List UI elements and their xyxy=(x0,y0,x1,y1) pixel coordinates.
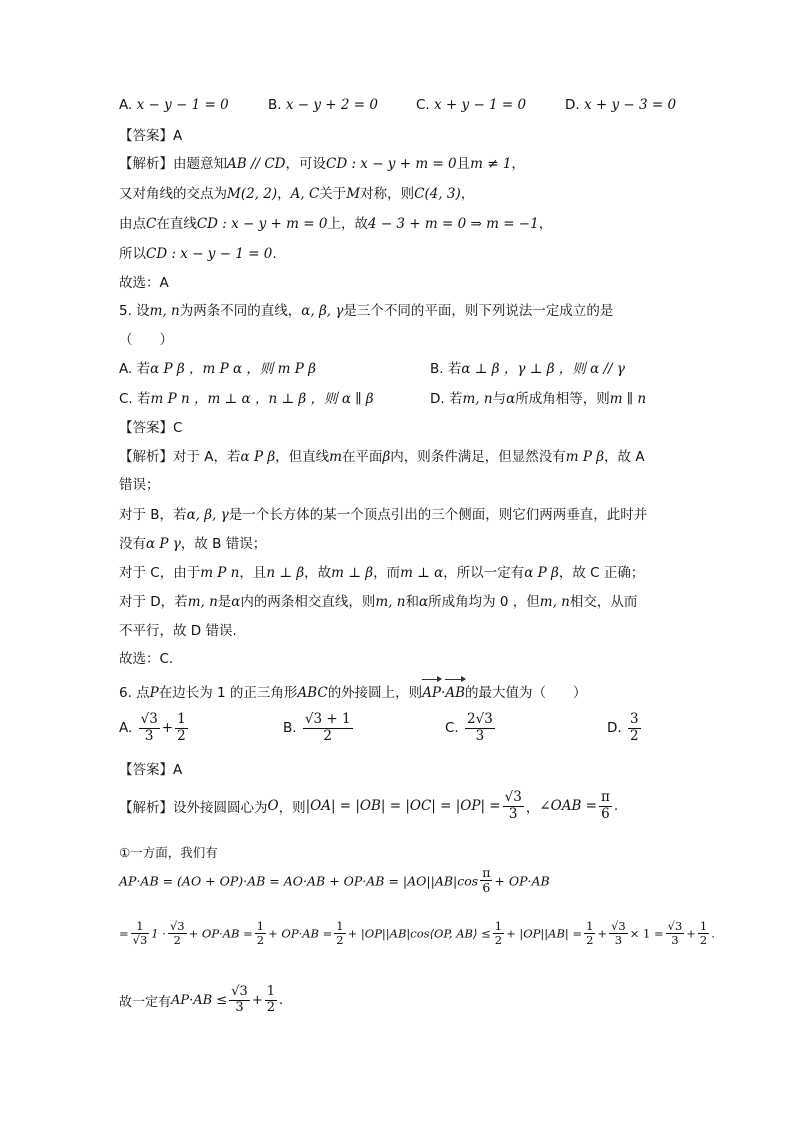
plus: + xyxy=(686,926,696,941)
text: 故一定有 xyxy=(119,994,172,1010)
q6-option-b xyxy=(283,712,355,744)
text: 的最大值为（ ） xyxy=(465,685,587,701)
denominator: 3 xyxy=(475,727,485,744)
text: 在平面 xyxy=(341,449,383,465)
math: m xyxy=(329,449,342,465)
vector-ap: AP xyxy=(422,677,441,703)
text: 内，则条件满足，但显然没有 xyxy=(390,449,566,465)
math: m, n xyxy=(187,594,218,610)
denominator: 2 xyxy=(494,933,503,948)
math: 4 − 3 + m = 0 ⇒ m = −1 xyxy=(367,216,539,232)
math: m ⊥ α xyxy=(400,565,444,581)
text: 上，故 xyxy=(327,216,368,232)
denominator: √3 xyxy=(132,933,148,948)
text: 是三个不同的平面，则下列说法一定成立的是 xyxy=(343,303,614,319)
numerator: √3 xyxy=(504,789,522,805)
math: P xyxy=(149,685,159,701)
math: n ⊥ β xyxy=(266,565,305,581)
math: O xyxy=(267,798,279,815)
math: β xyxy=(382,449,391,465)
denominator: 2 xyxy=(336,933,344,948)
q5-option-a xyxy=(119,359,316,379)
text: ，则 xyxy=(278,800,306,817)
math: C xyxy=(146,216,157,232)
math: A, C xyxy=(290,186,320,202)
fraction xyxy=(303,712,353,744)
text: 6. 点 xyxy=(119,685,150,701)
math: AP·AB = (AO + OP)·AB = AO·AB + OP·AB = |AO||AB|cos xyxy=(119,873,479,889)
text: 且 xyxy=(456,156,471,172)
text: 关于 xyxy=(319,186,347,202)
q5-analysis-b xyxy=(119,505,647,525)
denominator: 3 xyxy=(508,805,518,822)
fraction xyxy=(599,790,612,822)
text: ，且 xyxy=(239,565,267,581)
numerator: 1 xyxy=(266,984,275,999)
option-label: B. xyxy=(268,97,282,113)
text: 对于 B，若 xyxy=(119,507,187,523)
numerator: π xyxy=(600,789,610,805)
text: . xyxy=(613,798,619,815)
math: m P n xyxy=(200,565,240,581)
math: AP·AB ≤ xyxy=(171,992,228,1008)
option-label: D. xyxy=(607,720,622,737)
option-label: D. xyxy=(565,97,580,113)
analysis-head: 【解析】 xyxy=(119,449,173,465)
numerator: √3 xyxy=(231,984,248,999)
option-label: A. xyxy=(119,97,133,113)
math: M(2, 2) xyxy=(227,186,278,202)
option-expr: x − y − 1 = 0 xyxy=(136,97,229,113)
denominator: 2 xyxy=(323,727,332,744)
q4-analysis-line-3 xyxy=(119,214,552,234)
text: 为两条不同的直线， xyxy=(179,303,302,319)
analysis-head: 【解析】 xyxy=(119,156,173,172)
denominator: 2 xyxy=(586,933,594,948)
option-label: B. xyxy=(283,720,297,737)
text: 又对角线的交点为 xyxy=(119,186,227,202)
option-label: D. 若 xyxy=(430,391,463,407)
denominator: 6 xyxy=(482,880,491,896)
q6-option-c xyxy=(445,712,497,744)
math: m P n ，m ⊥ α ，n ⊥ β ，则 α ∥ β xyxy=(150,391,374,407)
math: + |OP||AB|cos⟨OP, AB⟩ ≤ xyxy=(347,926,491,941)
math: + |OP||AB| = xyxy=(506,926,583,941)
fraction xyxy=(131,920,150,947)
text: ，所以一定有 xyxy=(443,565,525,581)
fraction xyxy=(168,920,187,947)
math: α xyxy=(419,594,429,610)
math: α xyxy=(231,594,241,610)
q5-analysis-a-wrap: 错误； xyxy=(119,477,160,493)
math: CD : x − y + m = 0 xyxy=(326,156,457,172)
numerator: 1 xyxy=(586,919,594,933)
text: 的外接圆上，则 xyxy=(327,685,423,701)
fraction xyxy=(503,790,524,822)
denominator: 2 xyxy=(173,933,181,948)
text: 对于 C，由于 xyxy=(119,565,201,581)
numerator: 2√3 xyxy=(467,711,493,727)
math: × 1 = xyxy=(629,926,664,941)
text: ，而 xyxy=(373,565,401,581)
numerator: √3 xyxy=(140,711,158,727)
numerator: √3 xyxy=(169,919,185,933)
text: 在边长为 1 的正三角形 xyxy=(158,685,298,701)
q5-option-d xyxy=(430,389,646,409)
text: 相交，从而 xyxy=(569,594,638,610)
text: ，故 B 错误； xyxy=(180,536,267,552)
denominator: 2 xyxy=(699,933,708,948)
numerator: 1 xyxy=(177,711,186,727)
fraction xyxy=(465,712,495,744)
option-label: C. xyxy=(416,97,430,113)
math: m, n xyxy=(539,594,570,610)
text: . xyxy=(272,246,277,262)
numerator: 1 xyxy=(131,920,150,934)
numerator: 1 xyxy=(494,919,503,933)
q5-stem xyxy=(119,301,613,321)
q4-option-d xyxy=(565,95,676,115)
numerator: 1 xyxy=(699,919,708,933)
math: α ⊥ β ，γ ⊥ β ，则 α // γ xyxy=(461,361,625,377)
text: 5. 设 xyxy=(119,303,150,319)
math: m ≠ 1 xyxy=(470,156,512,172)
fraction xyxy=(609,920,628,947)
math: α, β, γ xyxy=(186,507,229,523)
text: 对称，则 xyxy=(360,186,415,202)
numerator: 1 xyxy=(256,919,265,933)
fraction xyxy=(175,712,188,744)
numerator: √3 xyxy=(667,919,683,933)
q5-option-c xyxy=(119,389,374,409)
math: 1 · xyxy=(151,926,166,941)
q4-option-c xyxy=(416,95,526,115)
text: ，可设 xyxy=(285,156,327,172)
period: . xyxy=(279,992,284,1008)
numerator: π xyxy=(482,865,491,880)
math: m, n xyxy=(375,594,406,610)
math: α P β xyxy=(240,449,276,465)
vector-ab: AB xyxy=(445,677,465,703)
math: m, n xyxy=(462,391,493,407)
q5-answer: 【答案】C xyxy=(119,420,183,436)
fraction xyxy=(493,920,504,947)
math: C(4, 3) xyxy=(414,186,461,202)
option-label: A. xyxy=(119,720,133,737)
text: 对于 A，若 xyxy=(173,449,241,465)
option-label: C. 若 xyxy=(119,391,151,407)
fraction xyxy=(666,920,685,947)
option-expr: x − y + 2 = 0 xyxy=(285,97,378,113)
denominator: 6 xyxy=(601,805,610,822)
q5-choose: 故选：C. xyxy=(119,651,174,667)
fraction xyxy=(229,985,250,1016)
fraction xyxy=(584,920,595,947)
math: ∠OAB = xyxy=(539,798,597,815)
numerator: √3 + 1 xyxy=(304,711,351,727)
q6-side-note: ①一方面，我们有 xyxy=(119,845,218,860)
fraction xyxy=(334,920,345,947)
analysis-head: 【解析】 xyxy=(119,800,173,817)
math: m P β xyxy=(565,449,605,465)
math: m ∥ n xyxy=(609,391,647,407)
q4-option-b xyxy=(268,95,378,115)
dot-operator: · xyxy=(441,685,446,701)
plus: + xyxy=(161,720,174,737)
text: 所成角相等，则 xyxy=(515,391,610,407)
q6-analysis-line-1 xyxy=(119,790,618,822)
q6-option-d xyxy=(607,712,643,744)
text: 是 xyxy=(217,594,232,610)
option-expr: x + y − 1 = 0 xyxy=(434,97,527,113)
math: M xyxy=(346,186,361,202)
math: α, β, γ xyxy=(301,303,344,319)
option-label: A. 若 xyxy=(119,361,151,377)
text: 是一个长方体的某一个顶点引出的三个侧面，则它们两两垂直，此时并 xyxy=(228,507,648,523)
denominator: 2 xyxy=(629,727,639,744)
denominator: 3 xyxy=(235,999,244,1015)
math: + OP·AB = xyxy=(188,926,253,941)
math: |OA| = |OB| = |OC| = |OP| = xyxy=(305,798,501,815)
fraction xyxy=(255,920,266,947)
text: ， xyxy=(460,186,475,202)
text: 由点 xyxy=(119,216,146,232)
q5-analysis-a xyxy=(119,447,645,467)
q6-equation-2 xyxy=(119,920,715,947)
denominator: 2 xyxy=(266,999,275,1015)
q4-analysis-line-4 xyxy=(119,244,277,264)
q6-conclusion xyxy=(119,985,283,1016)
numerator: 3 xyxy=(629,711,639,727)
numerator: √3 xyxy=(611,919,626,933)
q5-analysis-c xyxy=(119,563,644,583)
text: ， xyxy=(525,800,540,817)
text: 在直线 xyxy=(156,216,197,232)
text: 所以 xyxy=(119,246,146,262)
fraction xyxy=(628,712,641,744)
option-label: B. 若 xyxy=(430,361,462,377)
math: + OP·AB xyxy=(494,873,550,889)
text: ， xyxy=(511,156,525,172)
fraction xyxy=(480,866,492,896)
denominator: 2 xyxy=(256,933,265,948)
q4-analysis-line-1 xyxy=(119,154,525,174)
math: ABC xyxy=(297,685,328,701)
math: CD : x − y + m = 0 xyxy=(196,216,328,232)
text: 内的两条相交直线，则 xyxy=(240,594,376,610)
denominator: 3 xyxy=(614,933,623,948)
text: ，但直线 xyxy=(275,449,330,465)
q4-option-a xyxy=(119,95,229,115)
text: 没有 xyxy=(119,536,146,552)
q5-analysis-d-wrap: 不平行，故 D 错误. xyxy=(119,623,237,639)
plus: + xyxy=(597,926,608,941)
fraction xyxy=(698,920,709,947)
q4-analysis-line-2 xyxy=(119,184,474,204)
math: α P β ，m P α ，则 m P β xyxy=(150,361,316,377)
denominator: 3 xyxy=(144,727,154,744)
math: α xyxy=(506,391,516,407)
plus: + xyxy=(251,992,263,1008)
math: m ⊥ β xyxy=(331,565,374,581)
math: + OP·AB = xyxy=(268,926,333,941)
period: . xyxy=(711,926,715,941)
text: 所成角均为 0 ，但 xyxy=(428,594,540,610)
equals: = xyxy=(119,926,129,941)
q5-paren: （ ） xyxy=(119,332,173,348)
math: α P γ xyxy=(146,536,181,552)
q5-analysis-d xyxy=(119,592,637,612)
fraction xyxy=(139,712,160,744)
text: ， xyxy=(277,186,291,202)
fraction xyxy=(265,985,277,1016)
q4-choose: 故选：A xyxy=(119,275,169,291)
text: ，故 A xyxy=(604,449,645,465)
math: AB // CD xyxy=(227,156,286,172)
math: CD : x − y − 1 = 0 xyxy=(146,246,273,262)
q4-answer: 【答案】A xyxy=(119,128,183,144)
text: 对于 D，若 xyxy=(119,594,188,610)
text: 和 xyxy=(405,594,419,610)
math: m, n xyxy=(149,303,180,319)
text: 设外接圆圆心为 xyxy=(173,800,268,817)
text: ， xyxy=(538,216,553,232)
text: 与 xyxy=(492,391,507,407)
text: 由题意知 xyxy=(173,156,227,172)
option-expr: x + y − 3 = 0 xyxy=(583,97,677,113)
denominator: 3 xyxy=(671,933,679,948)
q6-answer: 【答案】A xyxy=(119,762,183,778)
math: α P β xyxy=(524,565,559,581)
q5-analysis-b-wrap xyxy=(119,534,266,554)
q6-option-a xyxy=(119,712,190,744)
text: ，故 xyxy=(304,565,332,581)
option-label: C. xyxy=(445,720,459,737)
denominator: 2 xyxy=(177,727,186,744)
numerator: 1 xyxy=(336,919,344,933)
q6-stem xyxy=(119,677,587,703)
text: ，故 C 正确； xyxy=(558,565,645,581)
q6-equation-1 xyxy=(119,866,550,896)
q5-option-b xyxy=(430,359,625,379)
